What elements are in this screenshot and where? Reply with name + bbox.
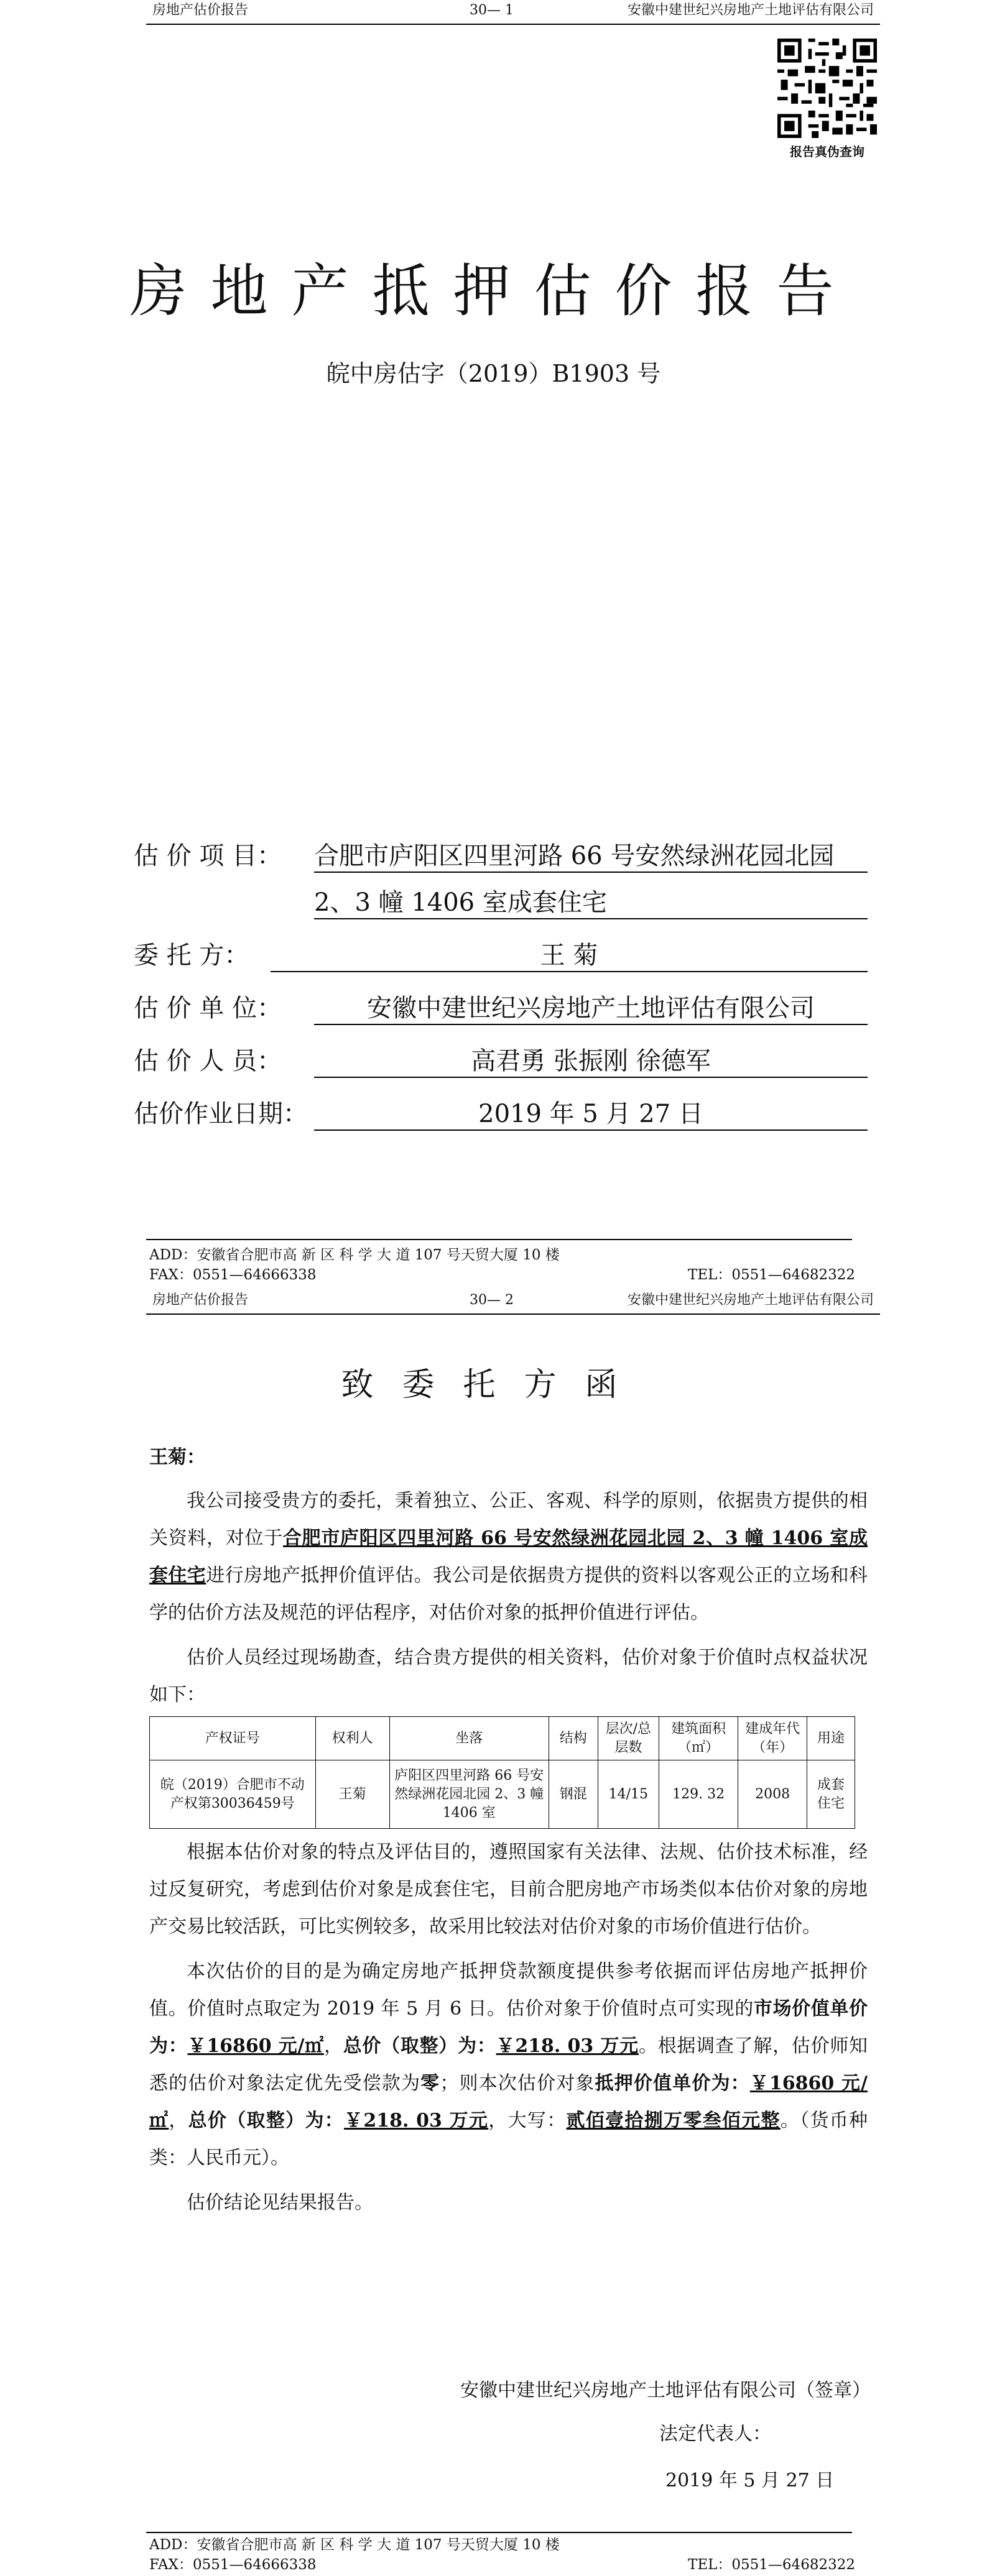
info-staff-row: [134, 1041, 880, 1080]
page2-footer: [149, 2535, 883, 2575]
qr-code-icon[interactable]: [777, 39, 877, 138]
info-client-label: 委 托 方：: [134, 941, 249, 970]
info-date-row: [134, 1094, 880, 1133]
info-client: 王 菊: [271, 936, 868, 972]
footer-fax: FAX：0551—64666338: [149, 1267, 317, 1283]
info-project-line2: 2、3 幢 1406 室成套住宅: [314, 883, 868, 919]
table-header: 建筑面积（㎡）: [659, 1717, 738, 1760]
page2-header: [146, 1290, 880, 1315]
qr-caption: 报告真伪查询: [790, 144, 864, 159]
table-header-row: [150, 1717, 855, 1760]
table-header: 坐落: [389, 1717, 549, 1760]
paragraph-5: 估价结论见结果报告。: [187, 2192, 373, 2214]
amount-in-words: 贰佰壹拾捌万零叁佰元整: [566, 2110, 781, 2132]
table-cell-cert: 皖（2019）合肥市不动产权第30036459号: [150, 1760, 316, 1829]
header-company: 安徽中建世纪兴房地产土地评估有限公司: [627, 2, 874, 18]
footer-tel: TEL：0551—64682322: [687, 1267, 855, 1283]
table-cell-structure: 钢混: [549, 1760, 598, 1829]
signature-company: 安徽中建世纪兴房地产土地评估有限公司（签章）: [460, 2380, 871, 2401]
market-total-price: ￥218. 03 万元: [496, 2035, 639, 2057]
market-unit-price: ￥16860 元/㎡: [187, 2035, 324, 2057]
table-header: 建成年代（年）: [738, 1717, 807, 1760]
report-title: 房地产抵押估价报告: [129, 258, 858, 324]
header-company: 安徽中建世纪兴房地产土地评估有限公司: [627, 1292, 874, 1308]
info-project-row2: [134, 883, 880, 921]
page1-header: [146, 0, 880, 25]
mortgage-unit-price: ￥16860 元/㎡: [149, 2072, 868, 2132]
info-unit: 安徽中建世纪兴房地产土地评估有限公司: [314, 988, 868, 1025]
table-header: 产权证号: [150, 1717, 316, 1760]
salutation: 王菊：: [149, 1447, 205, 1468]
property-address: 合肥市庐阳区四里河路 66 号安然绿洲花园北园 2、3 幢 1406 室成套住宅: [149, 1527, 868, 1586]
info-date: 2019 年 5 月 27 日: [314, 1094, 868, 1131]
footer-fax: FAX：0551—64666338: [149, 2557, 317, 2573]
info-unit-label: 估 价 单 位：: [134, 994, 282, 1023]
footer-tel: TEL：0551—64682322: [687, 2557, 855, 2573]
footer-address: ADD：安徽省合肥市高 新 区 科 学 大 道 107 号天贸大厦 10 楼: [149, 2537, 560, 2553]
info-staff: 高君勇 张振刚 徐德军: [314, 1041, 868, 1078]
table-header: 权利人: [315, 1717, 389, 1760]
info-staff-label: 估 价 人 员：: [134, 1047, 282, 1075]
paragraph-3: 根据本估价对象的特点及评估目的，遵照国家有关法律、法规、估价技术标准，经过反复研究，考虑到估价对象是成套住宅，目前合肥房地产市场类似本估价对象的房地产交易比较活跃，可比实例较多，故采用比较法对估价对象的市场价值进行估价。: [149, 1841, 868, 1938]
paragraph-4: 本次估价的目的是为确定房地产抵押贷款额度提供参考依据而评估房地产抵押价值。价值时点取定为 2019 年 5 月 6 日。估价对象于价值时点可实现的市场价值单价为：￥16860 元/㎡，总价（取整）为：￥218. 03 万元。根据调查了解，估价师知悉的估价对象法定优先受偿款为零；则本次估价对象抵押价值单价为：￥16860 元/㎡，总价（取整）为：￥218. 03 万元，大写：贰佰壹拾捌万零叁佰元整。（货币种类：人民币元）。: [149, 1961, 868, 2169]
page1-footer: [149, 1245, 883, 1285]
table-cell-location: 庐阳区四里河路 66 号安然绿洲花园北园 2、3 幢 1406 室: [389, 1760, 549, 1829]
header-page-number: 30— 1: [470, 2, 514, 18]
mortgage-total-price: ￥218. 03 万元: [344, 2110, 489, 2132]
header-report-type: 房地产估价报告: [152, 1292, 249, 1308]
table-cell-owner: 王菊: [315, 1760, 389, 1829]
table-header: 层次/总层数: [598, 1717, 659, 1760]
info-project-row: [134, 836, 880, 875]
header-page-number: 30— 2: [470, 1292, 514, 1308]
info-unit-row: [134, 988, 880, 1027]
paragraph-1: 我公司接受贵方的委托，秉着独立、公正、客观、科学的原则，依据贵方提供的相关资料，对位于合肥市庐阳区四里河路 66 号安然绿洲花园北园 2、3 幢 1406 室成套住宅进行房地产抵押价值评估。我公司是依据贵方提供的资料以客观公正的立场和科学的估价方法及规范的评估程序，对估价对象的抵押价值进行评估。: [149, 1490, 868, 1624]
document-number: 皖中房估字（2019）B1903 号: [326, 360, 661, 387]
info-project-label: 估 价 项 目：: [134, 842, 282, 870]
signature-date: 2019 年 5 月 27 日: [665, 2470, 835, 2491]
table-header: 结构: [549, 1717, 598, 1760]
letter-title: 致委托方函: [341, 1366, 646, 1404]
table-header: 用途: [807, 1717, 855, 1760]
page2-footer-rule: [146, 2532, 852, 2533]
table-cell-area: 129. 32: [659, 1760, 738, 1829]
paragraph-2: 估价人员经过现场勘查，结合贵方提供的相关资料，估价对象于价值时点权益状况如下：: [149, 1647, 868, 1706]
letter-body: [149, 1439, 868, 2222]
info-project-line1: 合肥市庐阳区四里河路 66 号安然绿洲花园北园: [314, 836, 868, 873]
table-row: [150, 1760, 855, 1829]
table-cell-floor: 14/15: [598, 1760, 659, 1829]
header-report-type: 房地产估价报告: [152, 2, 249, 18]
table-cell-usage: 成套住宅: [807, 1760, 855, 1829]
info-date-label: 估价作业日期：: [134, 1100, 308, 1128]
page1-footer-rule: [146, 1239, 852, 1240]
property-table: [149, 1716, 855, 1829]
info-client-row: [134, 936, 880, 974]
signature-representative: 法定代表人：: [659, 2423, 771, 2445]
footer-address: ADD：安徽省合肥市高 新 区 科 学 大 道 107 号天贸大厦 10 楼: [149, 1247, 560, 1263]
table-cell-year: 2008: [738, 1760, 807, 1829]
